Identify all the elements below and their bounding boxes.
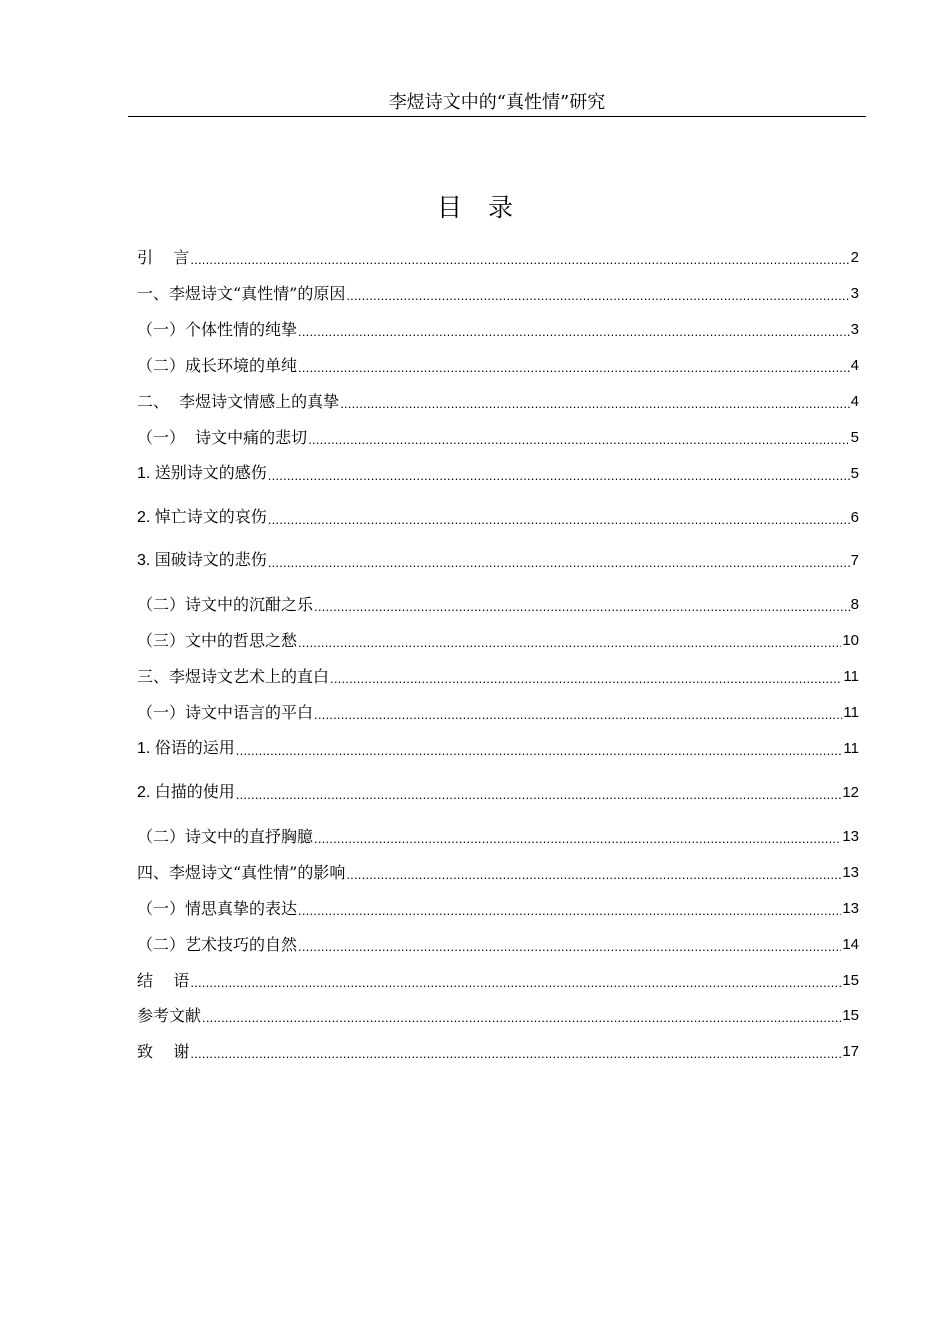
toc-entry-label: 1. 俗语的运用	[137, 740, 235, 757]
toc-leader-dots	[346, 866, 841, 884]
toc-entry-label: 2. 悼亡诗文的哀伤	[137, 509, 267, 526]
toc-entry[interactable]	[137, 932, 859, 956]
toc-leader-dots	[346, 287, 849, 305]
toc-entry[interactable]	[137, 389, 859, 413]
toc-entry[interactable]	[137, 1039, 859, 1063]
toc-leader-dots	[190, 1045, 841, 1063]
toc-leader-dots	[314, 598, 850, 616]
toc-entry-label: 三、李煜诗文艺术上的直白	[137, 667, 330, 686]
toc-entry-label: 二、 李煜诗文情感上的真挚	[137, 392, 340, 411]
toc-leader-dots	[340, 395, 849, 413]
toc-entry[interactable]	[137, 281, 859, 305]
toc-title: 目录	[436, 193, 539, 222]
toc-entry-page: 2	[850, 249, 859, 266]
toc-entry[interactable]	[137, 505, 859, 529]
toc-entry-label: （二）诗文中的直抒胸臆	[137, 827, 314, 846]
toc-leader-dots	[268, 467, 850, 485]
toc-entry-page: 13	[842, 828, 859, 845]
toc-leader-dots	[298, 323, 850, 341]
toc-entry-label: （三）文中的哲思之愁	[137, 631, 298, 650]
toc-entry-page: 4	[850, 357, 859, 374]
toc-leader-dots	[314, 830, 841, 848]
toc-entry[interactable]	[137, 700, 859, 724]
toc-entry-page: 15	[842, 1007, 859, 1024]
toc-entry-page: 8	[850, 596, 859, 613]
toc-entry-page: 12	[842, 784, 859, 801]
toc-leader-dots	[308, 431, 849, 449]
toc-entry[interactable]	[137, 968, 859, 992]
toc-entry-page: 6	[850, 509, 859, 526]
toc-leader-dots	[314, 706, 842, 724]
toc-entry-label: （一）个体性情的纯挚	[137, 320, 298, 339]
toc-entry-page: 13	[842, 900, 859, 917]
toc-entry-page: 11	[843, 668, 859, 685]
toc-entry-page: 5	[850, 429, 859, 446]
toc-entry-label: （一）情思真挚的表达	[137, 899, 298, 918]
toc-entry-label: （一）诗文中语言的平白	[137, 703, 314, 722]
toc-entry-page: 13	[842, 864, 859, 881]
running-header-title: 李煜诗文中的“真性情”研究	[388, 92, 606, 113]
toc-entry[interactable]	[137, 860, 859, 884]
toc-entry[interactable]	[137, 780, 859, 804]
toc-entry-label: 3. 国破诗文的悲伤	[137, 552, 267, 569]
toc-entry-page: 4	[850, 393, 859, 410]
toc-entry-page: 10	[842, 632, 859, 649]
toc-entry-label: 一、李煜诗文“真性情”的原因	[137, 284, 346, 303]
toc-entry-page: 11	[843, 740, 859, 757]
toc-entry-label: 参考文献	[137, 1006, 202, 1025]
toc-leader-dots	[236, 742, 843, 760]
toc-entry-label: 1. 送别诗文的感伤	[137, 465, 267, 482]
toc-entry-page: 15	[842, 972, 859, 989]
toc-leader-dots	[298, 634, 841, 652]
toc-leader-dots	[202, 1009, 841, 1027]
toc-leader-dots	[268, 554, 850, 572]
toc-leader-dots	[298, 938, 841, 956]
toc-leader-dots	[268, 511, 850, 529]
toc-entry-page: 11	[843, 704, 859, 721]
toc-entry-label: 致 谢	[137, 1042, 190, 1061]
toc-leader-dots	[298, 359, 850, 377]
toc-entry[interactable]	[137, 353, 859, 377]
toc-entry-page: 5	[850, 465, 859, 482]
toc-entry-page: 3	[850, 285, 859, 302]
toc-entry-label: 结 语	[137, 971, 190, 990]
toc-entry[interactable]	[137, 736, 859, 760]
toc-leader-dots	[298, 902, 841, 920]
toc-leader-dots	[190, 974, 841, 992]
toc-entry-page: 3	[850, 321, 859, 338]
toc-entry[interactable]	[137, 548, 859, 572]
toc-leader-dots	[190, 251, 849, 269]
toc-leader-dots	[330, 670, 842, 688]
toc-entry-page: 14	[842, 936, 859, 953]
toc-entry-label: 四、李煜诗文“真性情”的影响	[137, 863, 346, 882]
toc-entry[interactable]	[137, 317, 859, 341]
toc-entry-label: 2. 白描的使用	[137, 784, 235, 801]
toc-entry[interactable]	[137, 425, 859, 449]
toc-entry-label: （二）艺术技巧的自然	[137, 935, 298, 954]
toc-entry[interactable]	[137, 1003, 859, 1027]
toc-entry-label: （二）诗文中的沉酣之乐	[137, 595, 314, 614]
toc-entry-label: （二）成长环境的单纯	[137, 356, 298, 375]
toc-entry-label: （一） 诗文中痛的悲切	[137, 428, 308, 447]
toc-leader-dots	[236, 786, 842, 804]
toc-entry[interactable]	[137, 461, 859, 485]
toc-entry[interactable]	[137, 245, 859, 269]
toc-entry[interactable]	[137, 824, 859, 848]
toc-entry-page: 17	[842, 1043, 859, 1060]
toc-entry-label: 引 言	[137, 248, 190, 267]
toc-entry[interactable]	[137, 628, 859, 652]
toc-entry[interactable]	[137, 592, 859, 616]
toc-entry-page: 7	[850, 552, 859, 569]
toc-entry[interactable]	[137, 896, 859, 920]
toc-entry[interactable]	[137, 664, 859, 688]
